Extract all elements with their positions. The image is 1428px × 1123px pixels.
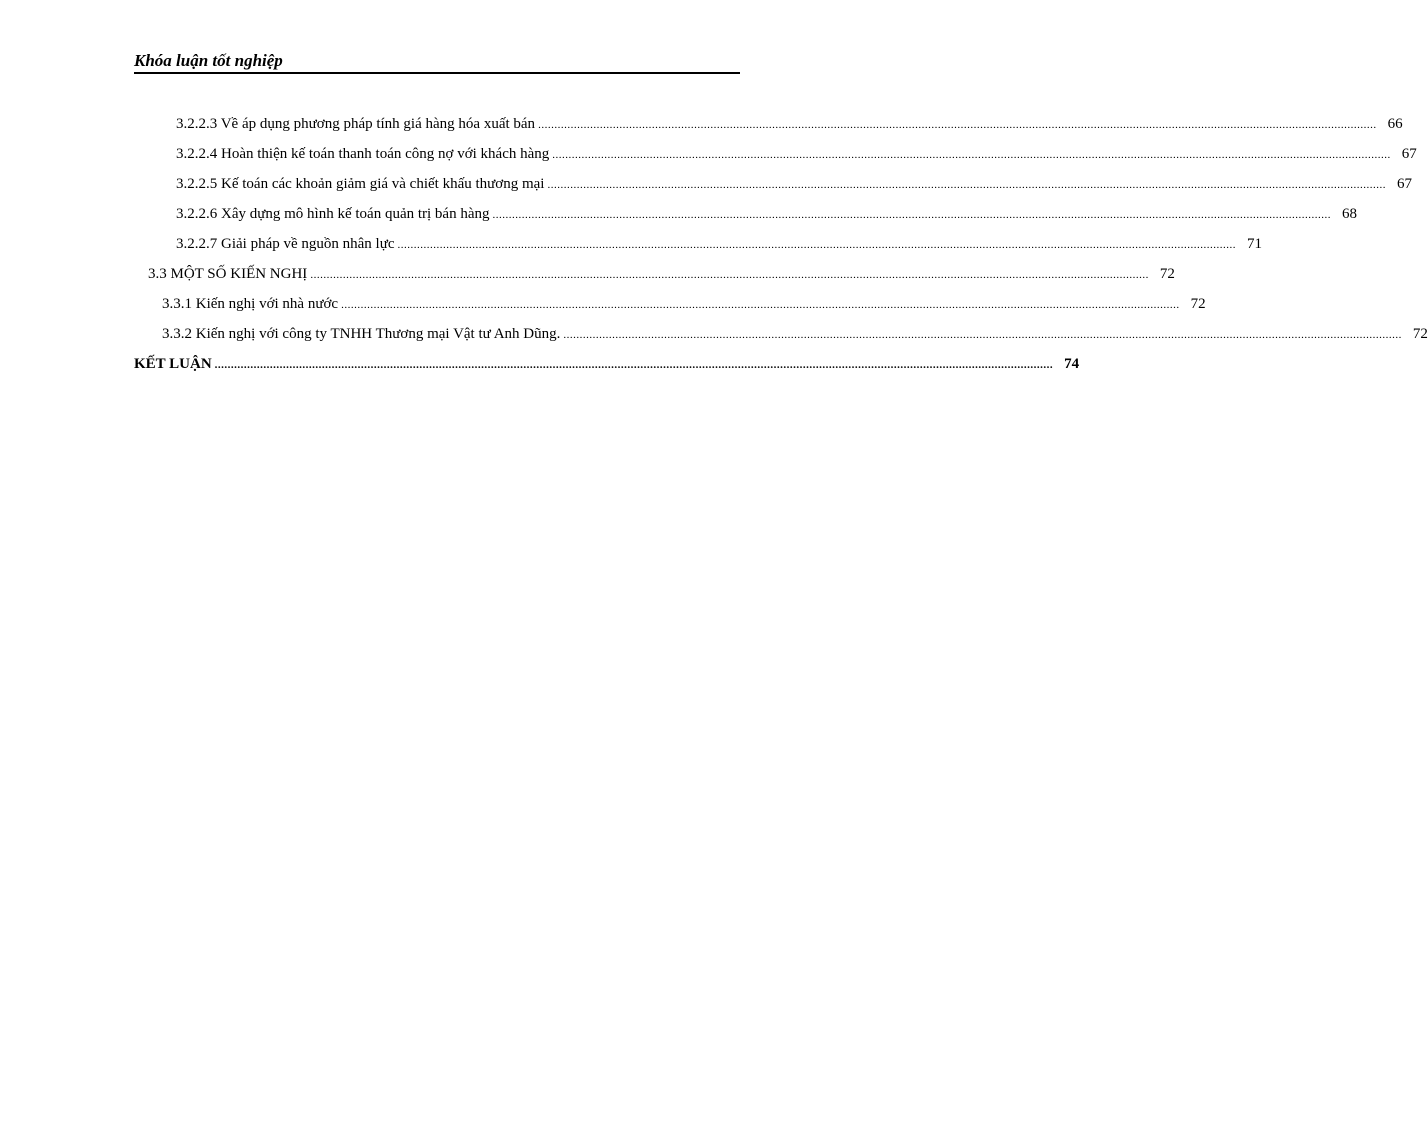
toc-entry-ket-luan[interactable] bbox=[134, 353, 1080, 375]
toc-page-number: 72 bbox=[1190, 296, 1206, 312]
toc-entry-3-2-2-7[interactable] bbox=[176, 233, 1263, 255]
toc-page-number: 68 bbox=[1342, 206, 1357, 222]
toc-dot-leader: .................................................................................................................................................................................................................................................................. bbox=[492, 209, 1331, 221]
toc-page-number: 67 bbox=[1401, 146, 1417, 162]
toc-entry-label: 3.2.2.6 Xây dựng mô hình kế toán quản trị bán hàng bbox=[176, 206, 490, 222]
toc-entry-3-3-1[interactable] bbox=[162, 293, 1206, 315]
toc-dot-leader: .................................................................................................................................................................................................................................................................. bbox=[341, 299, 1180, 311]
toc-page-number: 67 bbox=[1396, 176, 1412, 192]
toc-entry-label: 3.2.2.4 Hoàn thiện kế toán thanh toán công nợ với khách hàng bbox=[176, 146, 550, 162]
toc-entry-label: 3.2.2.5 Kế toán các khoản giảm giá và chiết khấu thương mại bbox=[176, 176, 545, 192]
toc-dot-leader: .................................................................................................................................................................................................................................................................. bbox=[310, 269, 1149, 281]
toc-page-number: 71 bbox=[1247, 236, 1263, 252]
toc-entry-3-3[interactable] bbox=[148, 263, 1175, 285]
toc-dot-leader: .................................................................................................................................................................................................................................................................. bbox=[547, 179, 1386, 191]
toc-entry-label: 3.3.1 Kiến nghị với nhà nước bbox=[162, 296, 339, 312]
page-header bbox=[134, 50, 740, 74]
toc-dot-leader: .................................................................................................................................................................................................................................................................. bbox=[563, 329, 1402, 341]
toc-entry-3-2-2-5[interactable] bbox=[176, 173, 1412, 195]
toc-entry-label: KẾT LUẬN bbox=[134, 356, 212, 372]
toc-entry-label: 3.2.2.3 Về áp dụng phương pháp tính giá hàng hóa xuất bán bbox=[176, 116, 536, 132]
toc-page-number: 72 bbox=[1159, 266, 1175, 282]
toc-entry-3-2-2-6[interactable] bbox=[176, 203, 1357, 225]
toc-page-number: 74 bbox=[1064, 356, 1080, 372]
header-title: Khóa luận tốt nghiệp bbox=[134, 51, 283, 70]
toc-entry-3-3-2[interactable] bbox=[162, 323, 1428, 345]
toc-entry-label: 3.3.2 Kiến nghị với công ty TNHH Thương mại Vật tư Anh Dũng. bbox=[162, 326, 561, 342]
toc-entry-label: 3.3 MỘT SỐ KIẾN NGHỊ bbox=[148, 266, 308, 282]
toc-page-number: 72 bbox=[1412, 326, 1428, 342]
toc-dot-leader: .................................................................................................................................................................................................................................................................. bbox=[397, 239, 1237, 251]
toc-entry-3-2-2-4[interactable] bbox=[176, 143, 1417, 165]
toc-page-number: 66 bbox=[1387, 116, 1403, 132]
toc-entry-label: 3.2.2.7 Giải pháp về nguồn nhân lực bbox=[176, 236, 395, 252]
toc-dot-leader: .................................................................................................................................................................................................................................................................. bbox=[214, 359, 1054, 371]
toc-dot-leader: .................................................................................................................................................................................................................................................................. bbox=[552, 149, 1391, 161]
toc-dot-leader: .................................................................................................................................................................................................................................................................. bbox=[538, 119, 1377, 131]
toc-entry-3-2-2-3[interactable] bbox=[176, 113, 1403, 135]
